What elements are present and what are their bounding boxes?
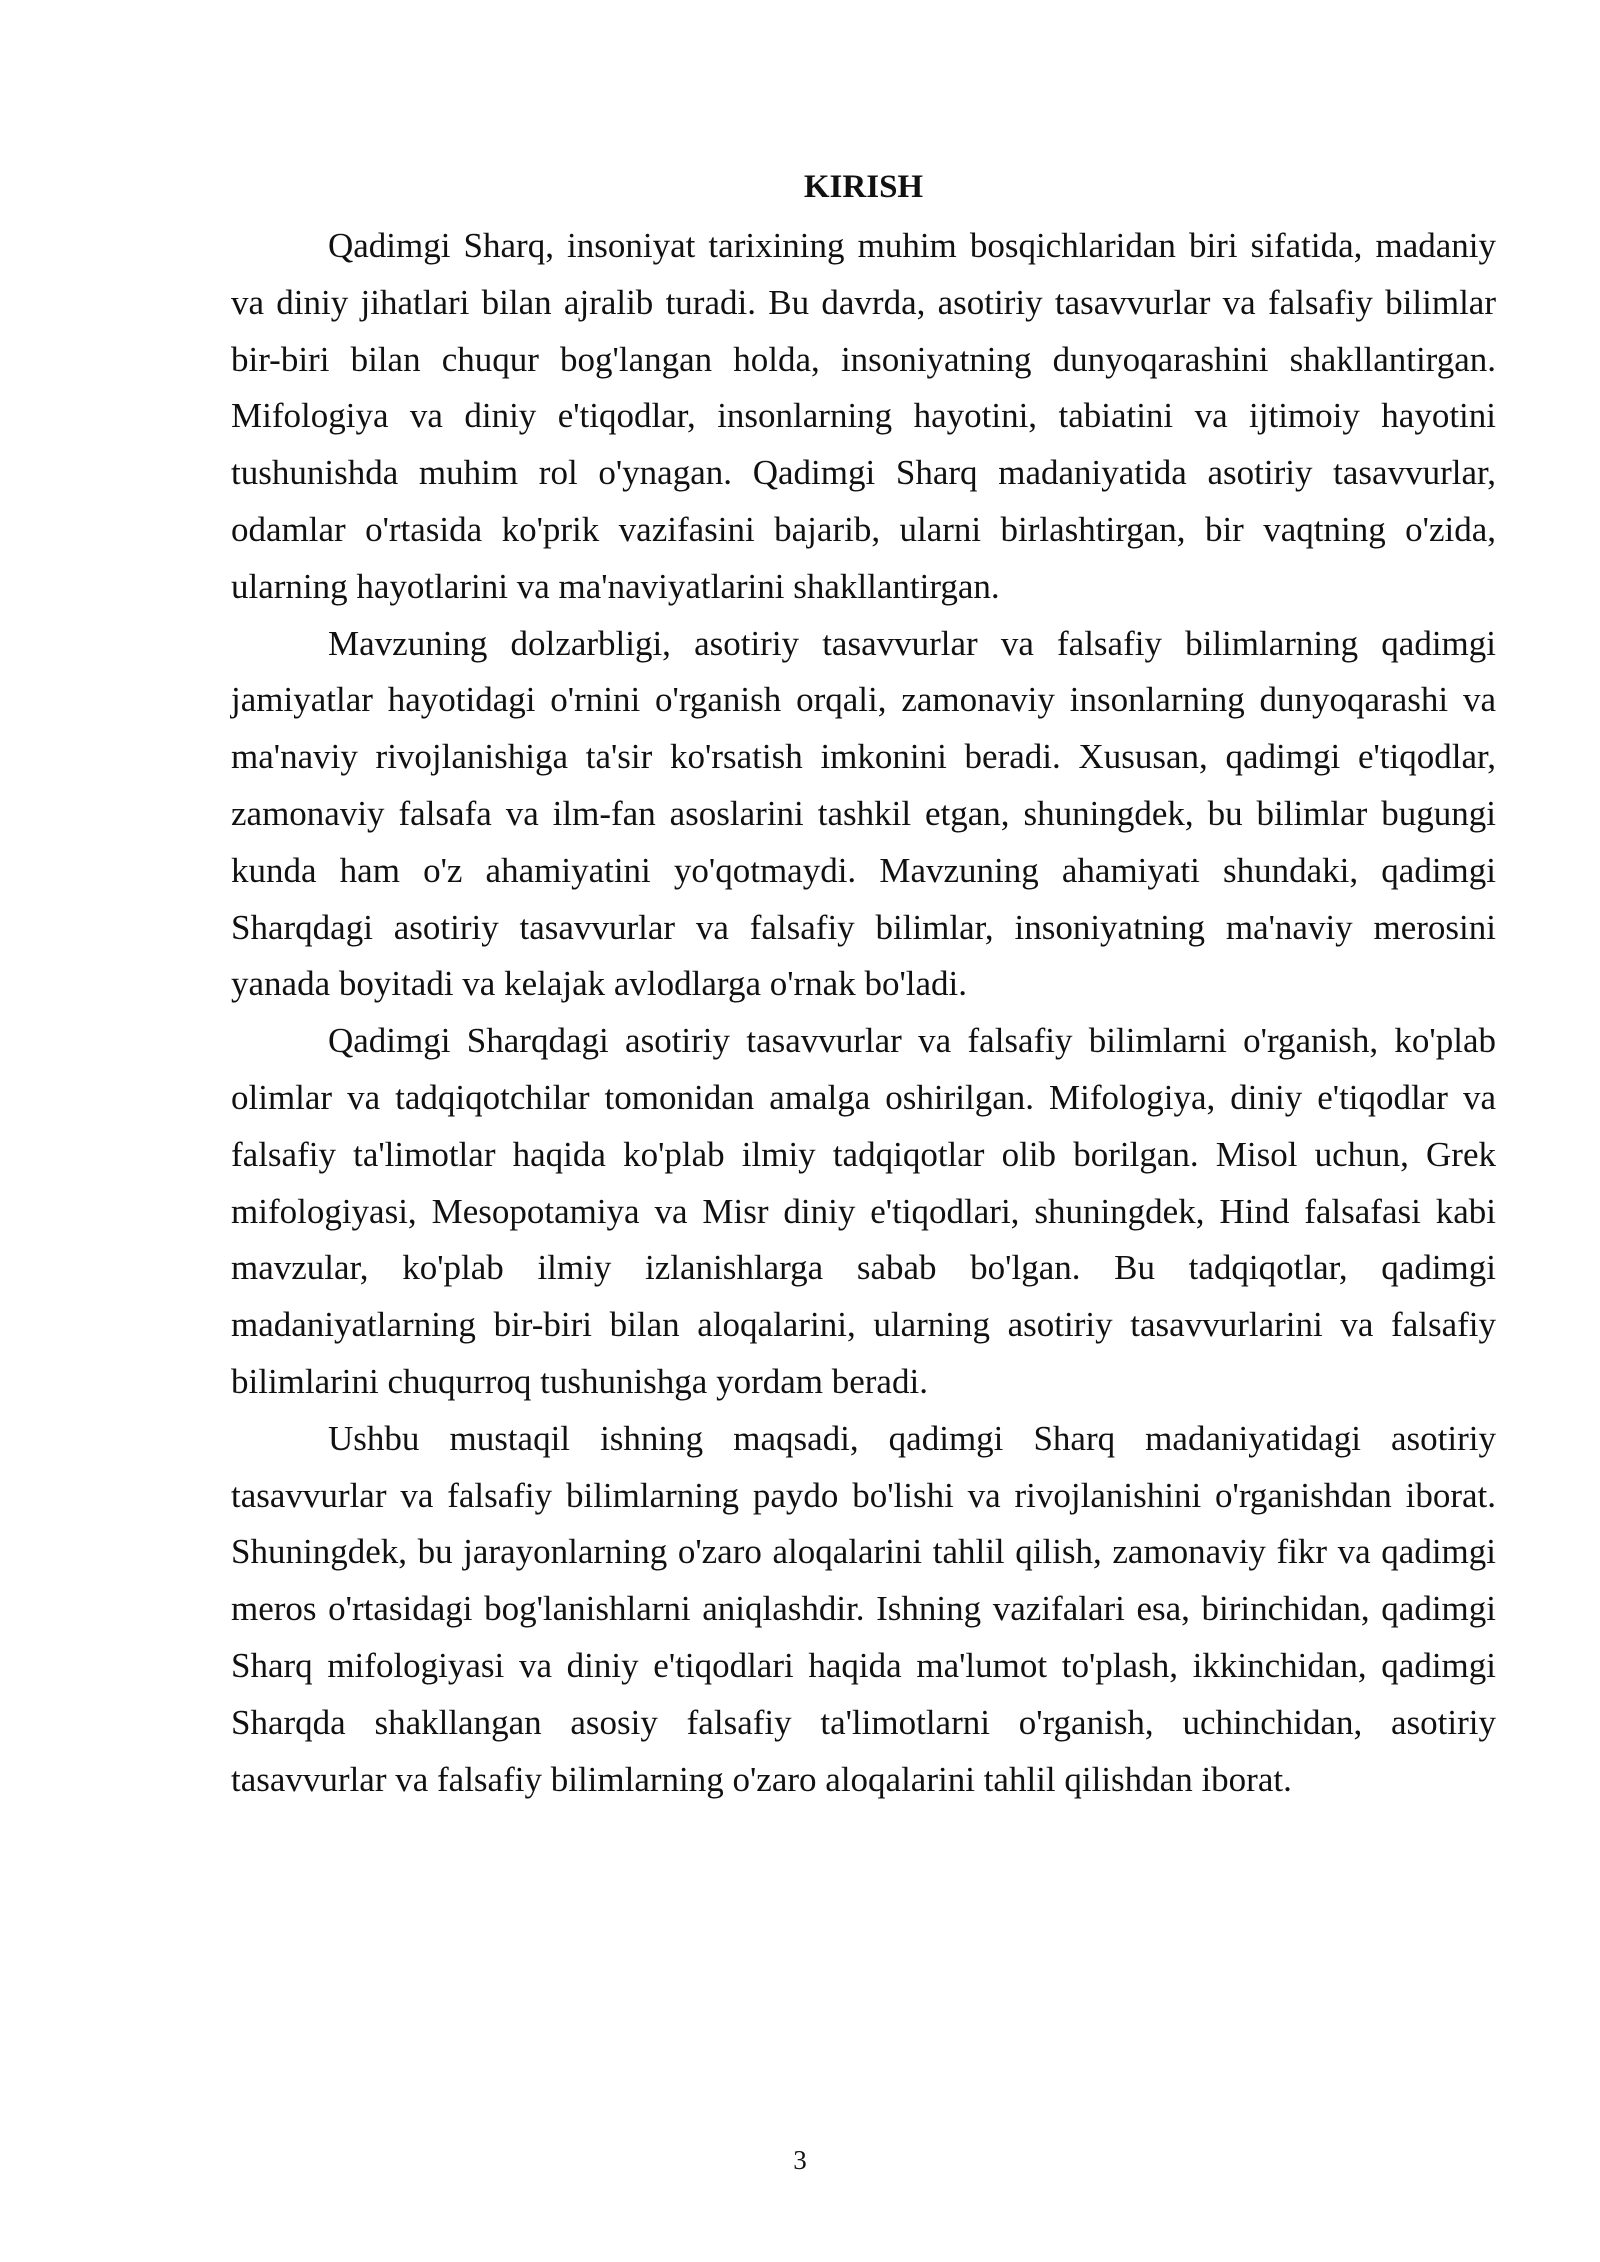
paragraph-aim: Ushbu mustaqil ishning maqsadi, qadimgi Sharq madaniyatidagi asotiriy tasavvurlar va falsafiy bilimlarning paydo bo'lishi va rivojlanishini o'rganishdan iborat. Shuningdek, bu jarayonlarning o'zaro aloqalarini tahlil qilish, zamonaviy fikr va qadimgi meros o'rtasidagi bog'lanishlarni aniqlashdir. Ishning vazifalari esa, birinchidan, qadimgi Sharq mifologiyasi va diniy e'tiqodlari haqida ma'lumot to'plash, ikkinchidan, qadimgi Sharqda shakllangan asosiy falsafiy ta'limotlarni o'rganish, uchinchidan, asotiriy tasavvurlar va falsafiy bilimlarning o'zaro aloqalarini tahlil qilishdan iborat. [231, 1418, 1496, 1799]
paragraph-intro: Qadimgi Sharq, insoniyat tarixining muhim bosqichlaridan biri sifatida, madaniy va diniy jihatlari bilan ajralib turadi. Bu davrda, asotiriy tasavvurlar va falsafiy bilimlar bir-biri bilan chuqur bog'langan holda, insoniyatning dunyoqarashini shakllantirgan. Mifologiya va diniy e'tiqodlar, insonlarning hayotini, tabiatini va ijtimoiy hayotini tushunishda muhim rol o'ynagan. Qadimgi Sharq madaniyatida asotiriy tasavvurlar, odamlar o'rtasida ko'prik vazifasini bajarib, ularni birlashtirgan, bir vaqtning o'zida, ularning hayotlarini va ma'naviyatlarini shakllantirgan. [231, 226, 1496, 606]
section-title: KIRISH [803, 169, 924, 205]
page-content [231, 162, 1496, 1808]
paragraph-research: Qadimgi Sharqdagi asotiriy tasavvurlar va falsafiy bilimlarni o'rganish, ko'plab olimlar va tadqiqotchilar tomonidan amalga oshirilgan. Mifologiya, diniy e'tiqodlar va falsafiy ta'limotlar haqida ko'plab ilmiy tadqiqotlar olib borilgan. Misol uchun, Grek mifologiyasi, Mesopotamiya va Misr diniy e'tiqodlari, shuningdek, Hind falsafasi kabi mavzular, ko'plab ilmiy izlanishlarga sabab bo'lgan. Bu tadqiqotlar, qadimgi madaniyatlarning bir-biri bilan aloqalarini, ularning asotiriy tasavvurlarini va falsafiy bilimlarini chuqurroq tushunishga yordam beradi. [231, 1021, 1496, 1401]
page-number: 3 [793, 2145, 807, 2175]
paragraph-relevance: Mavzuning dolzarbligi, asotiriy tasavvurlar va falsafiy bilimlarning qadimgi jamiyatlar hayotidagi o'rnini o'rganish orqali, zamonaviy insonlarning dunyoqarashi va ma'naviy rivojlanishiga ta'sir ko'rsatish imkonini beradi. Xususan, qadimgi e'tiqodlar, zamonaviy falsafa va ilm-fan asoslarini tashkil etgan, shuningdek, bu bilimlar bugungi kunda ham o'z ahamiyatini yo'qotmaydi. Mavzuning ahamiyati shundaki, qadimgi Sharqdagi asotiriy tasavvurlar va falsafiy bilimlar, insoniyatning ma'naviy merosini yanada boyitadi va kelajak avlodlarga o'rnak bo'ladi. [231, 623, 1496, 1004]
